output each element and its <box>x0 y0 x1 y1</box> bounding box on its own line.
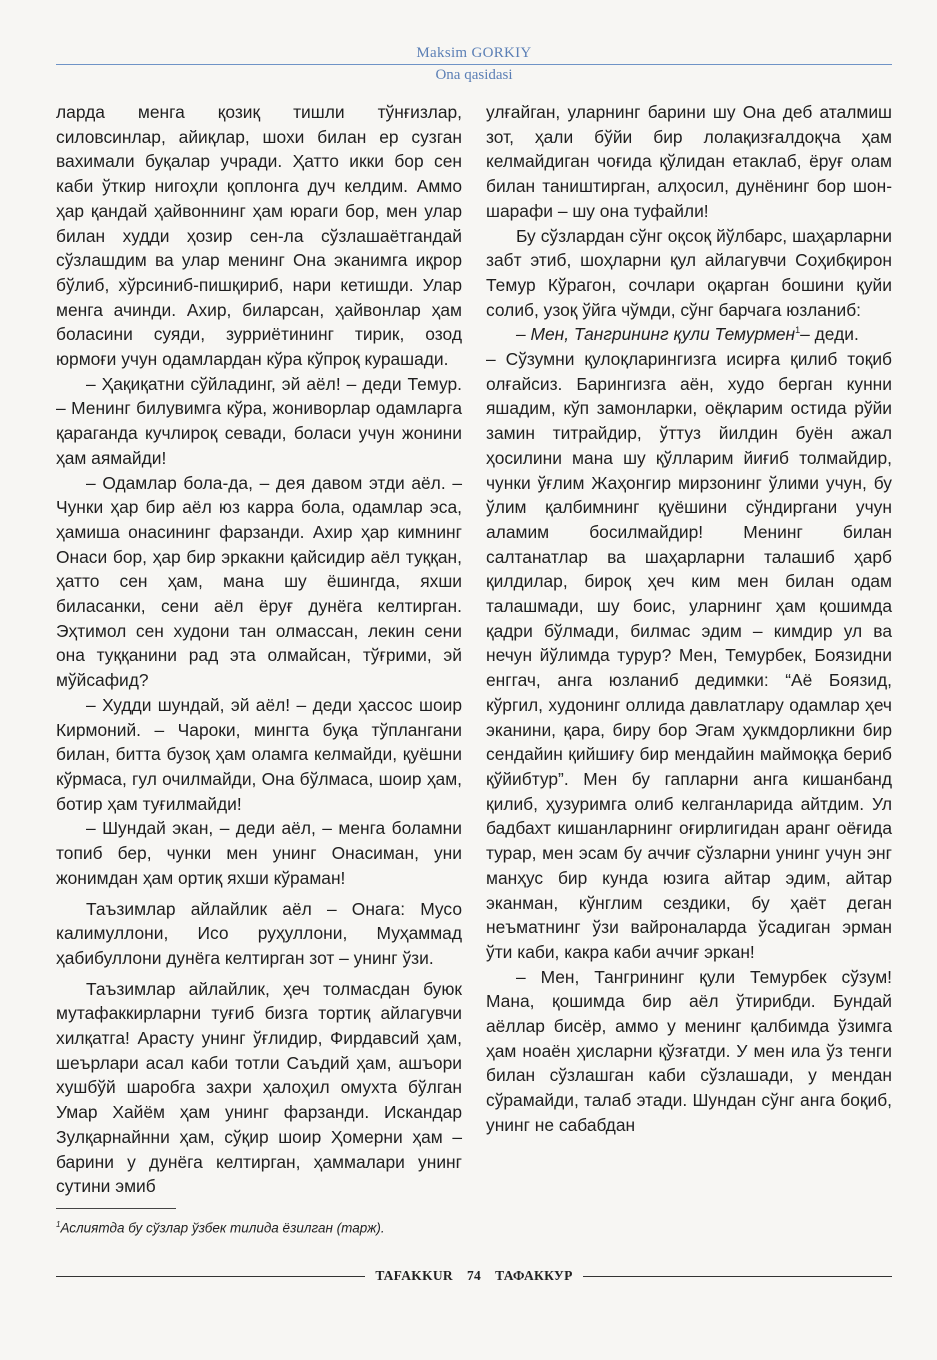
paragraph: – Сўзумни қулоқларингизга исирға қилиб тоқиб олғайсиз. Барингизга аён, худо берган кунни яшадим, кўп замонларки, оёқларим остида рўйи замин титрайдир, ўттуз йилдин буён ажал ҳосилини мана шу қўлларим йиғиб толмайдир, чунки ўғлим Жаҳонгир мирзонинг ўлими учун, бу ўлим қалбимнинг қуёшини сўндиргани учун аламим босилмайдир! Менинг билан салтанатлар ва шаҳарларни талашиб ҳарб қилдилар, бироқ ҳеч ким мен билан одам талашмади, шу боис, уларнинг ҳам қошимда қадри бўлмади, билмас эдим – кимдир ул ва нечун йўлимда турур? Мен, Темурбек, Боязидни енггач, анга юзланиб дедимки: “Аё Боязид, кўргил, худонинг оллида давлатлару одамлар ҳеч эканини, қара, биру бор Эгам ҳукмдорликни бир сендайин қийшиғу бир мендайин маймоққа бериб қўйибтур”. Мен бу гапларни анга кишанбанд қилиб, ҳузуримга олиб келганларида айтдим. Ул бадбахт кишанларнинг оғирлигидан аранг оёғида турар, мен эсам бу аччиғ сўзларни унинг учун энг манҳус бир кунда юзига айтар эдим, айтар эканман, кўнглим сездики, бу ҳаёт деган неъматнинг ўзи вайроналарда ўсадиган эрман ўти каби, какра каби аччиғ эркан! <box>486 349 892 962</box>
footer-journal-latin: TAFAKKUR <box>375 1268 453 1283</box>
footer-rule-left <box>56 1276 365 1277</box>
footer-rule-right <box>583 1276 892 1277</box>
running-header <box>56 44 892 85</box>
paragraph: – Мен, Тангрининг қули Темурбек сўзум! Мана, қошимда бир аёл ўтирибди. Бундай аёллар бисёр, аммо у менинг қалбимда ўзимга ҳам ноаён ҳисларни қўзғатди. У мен ила ўз тенги билан сўзлашган каби сўзлашади, у мендан сўрамайди, талаб этади. Шундан сўнг анга боқиб, унинг не сабабдан <box>486 966 892 1135</box>
footnote-marker: 1 <box>795 325 801 336</box>
header-title: Ona qasidasi <box>435 67 513 83</box>
footer-journal-cyrillic: ТАФАККУР <box>495 1268 573 1283</box>
header-author: Maksim GORKIY <box>416 45 532 61</box>
left-column <box>56 100 462 1199</box>
footnote-mark: 1 <box>56 1220 61 1229</box>
quote-tail: – деди. <box>800 324 859 345</box>
paragraph: Таъзимлар айлайлик аёл – Онага: Мусо калимуллони, Исо руҳуллони, Муҳаммад ҳабибуллони дунёга келтирган зот – унинг ўзи. <box>56 898 462 968</box>
footnote-rule <box>56 1208 176 1209</box>
paragraph: улғайган, уларнинг барини шу Она деб аталмиш зот, ҳали бўйи бир лолақизғалдоқча ҳам келмайдиган чоғида қўлидан етаклаб, ёруғ олам билан таништирган, алҳосил, дунёнинг бор шон-шарафи – шу она туфайли! <box>486 102 892 221</box>
page-number: 74 <box>466 1268 482 1283</box>
paragraph: – Худди шундай, эй аёл! – деди ҳассос шоир Кирмоний. – Чароки, мингта буқа тўплангани билан, битта бузоқ ҳам оламга келмайди, қуёшни кўрмаса, гул очилмайди, Она бўлмаса, шоир ҳам, ботир ҳам туғилмайди! <box>56 694 462 814</box>
page-footer <box>56 1266 892 1286</box>
paragraph: – Шундай экан, – деди аёл, – менга боламни топиб бер, чунки мен унинг Онасиман, уни жонимдан ҳам ортиқ яхши кўраман! <box>56 818 462 888</box>
right-column <box>486 100 892 1138</box>
header-rule <box>56 64 892 65</box>
paragraph: – Ҳақиқатни сўйладинг, эй аёл! – деди Темур. – Менинг билувимга кўра, жониворлар одамларга қараганда кучлироқ севади, боласи учун жонини ҳам аямайди! <box>56 373 462 468</box>
paragraph: Бу сўзлардан сўнг оқсоқ йўлбарс, шаҳарларни забт этиб, шоҳларни қул айлагувчи Соҳибқирон Темур Кўрагон, сочлари оқарган бошини қуйи солиб, узоқ ўйга чўмди, сўнг барчага юзланиб: <box>486 225 892 320</box>
paragraph-quote <box>486 322 892 347</box>
paragraph: Таъзимлар айлайлик, ҳеч толмасдан буюк мутафаккирларни туғиб бизга тортиқ айлагувчи хилқатга! Арасту унинг ўғлидир, Фирдавсий ҳам, шеърлари асал каби тотли Саъдий ҳам, ашъори хушбўй шаробга захри ҳалоҳил омухта бўлган Умар Хайём ҳам унинг фарзанди. Искандар Зулқарнайнни ҳам, сўқир шоир Ҳомерни ҳам – барини у дунёга келтирган, ҳаммалари унинг сутини эмиб <box>56 978 462 1197</box>
paragraph: ларда менга қозиқ тишли тўнғизлар, силовсинлар, айиқлар, шохи билан ер сузган вахимали буқалар учради. Ҳатто икки бор сен каби ўткир нигоҳли қоплонга дуч келдим. Аммо ҳар қандай ҳайвоннинг ҳам юраги бор, мен улар билан худди ҳозир сен-ла сўзлашаётгандай сўзлашдим ва улар менинг Она эканимга иқрор бўлиб, хўрсиниб-пишқириб, нари кетишди. Улар менга ачинди. Ахир, биларсан, ҳайвонлар ҳам боласини суяди, зурриётининг тирик, озод юрмоғи учун одамлардан кўра кўпроқ курашади. <box>56 102 462 370</box>
paragraph: – Одамлар бола-да, – дея давом этди аёл. – Чунки ҳар бир аёл юз карра бола, одамлар эса, ҳамиша онасининг фарзанди. Ахир ҳар кимнинг Онаси бор, ҳар бир эркакни қайсидир аёл туққан, ҳатто сен ҳам, мана шу ёшингда, яхши биласанки, сени аёл ёруғ дунёга келтирган. Эҳтимол сен худони тан олмассан, лекин сени она туққанини рад эта олмайсан, тўғрими, эй мўйсафид? <box>56 472 462 691</box>
footnote-text: Аслиятда бу сўзлар ўзбек тилида ёзилган (тарж). <box>60 1220 385 1236</box>
italic-quote: – Мен, Тангрининг қули Темурмен <box>516 324 796 345</box>
footnote <box>56 1216 556 1238</box>
